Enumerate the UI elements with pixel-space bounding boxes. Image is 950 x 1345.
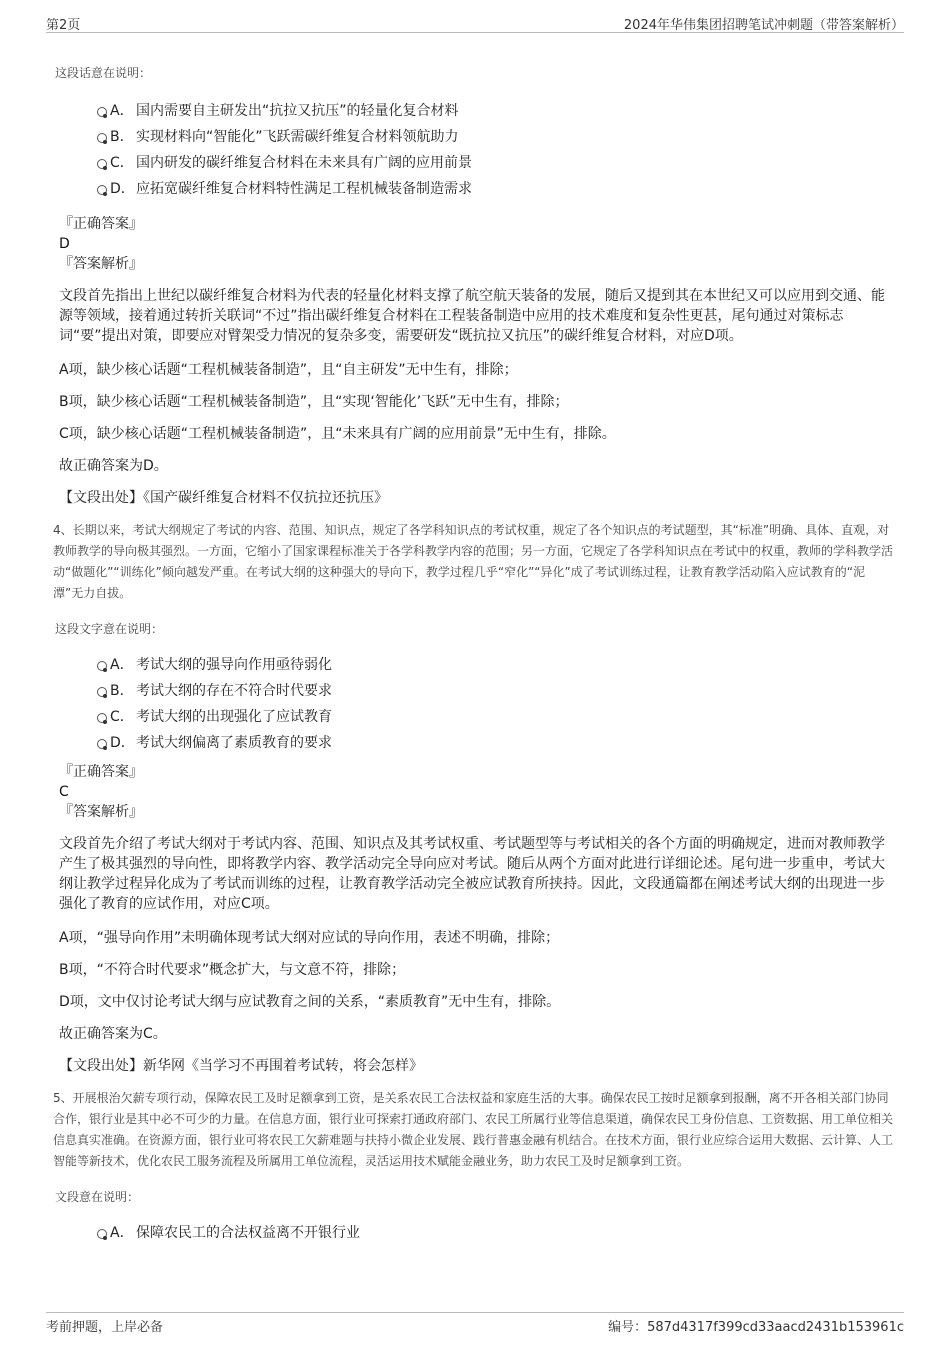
radio-knob-icon <box>103 720 107 724</box>
q4-option-b[interactable]: B． 考试大纲的存在不符合时代要求 <box>55 678 895 704</box>
radio-knob-icon <box>103 694 107 698</box>
q4-analysis: 文段首先介绍了考试大纲对于考试内容、范围、知识点及其考试权重、考试题型等与考试相关的各个方面的明确规定，进而对教师教学产生了极其强烈的导向性，即将教学内容、教学活动完全导向应对考试。随后从两个方面对此进行详细论述。尾句进一步重申，考试大纲让教学过程异化成为了考试而训练的过程，让教育教学活动完全被应试教育所挟持。因此，文段通篇都在阐述考试大纲的出现进一步强化了教育的应试作用，对应C项。 <box>59 836 885 912</box>
document-code: 编号：587d4317f399cd33aacd2431b153961c <box>608 1320 904 1335</box>
page-header <box>46 12 904 33</box>
q3-prompt: 这段话意在说明： <box>55 66 152 80</box>
q3-analysis: 文段首先指出上世纪以碳纤维复合材料为代表的轻量化材料支撑了航空航天装备的发展，随后又提到其在本世纪又可以应用到交通、能源等领域，接着通过转折关联词“不过”指出碳纤维复合材料在工程装备制造中应用的技术难度和复杂性更甚，尾句通过对策标志词“要”提出对策，即要应对臂架受力情况的复杂多变，需要研发“既抗拉又抗压”的碳纤维复合材料，对应D项。 <box>59 288 885 344</box>
q4-source: 【文段出处】新华网《当学习不再围着考试转，将会怎样》 <box>59 1058 423 1074</box>
q3-conclusion: 故正确答案为D。 <box>59 458 168 474</box>
q4-answer-label: 『正确答案』 <box>59 764 143 780</box>
q4-option-d[interactable]: D．考试大纲偏离了素质教育的要求 <box>55 730 895 756</box>
q5-prompt: 文段意在说明： <box>55 1190 140 1204</box>
q5-options <box>55 1220 895 1246</box>
q5-stem: 5、开展根治欠薪专项行动，保障农民工及时足额拿到工资，是关系农民工合法权益和家庭生活的大事。确保农民工按时足额拿到报酬，离不开各相关部门协同合作，银行业是其中必不可少的力量。在信息方面，银行业可探索打通政府部门、农民工所属行业等信息渠道，确保农民工身份信息、工资数据、用工单位相关信息真实准确。在资源方面，银行业可将农民工欠薪难题与扶持小微企业发展、践行普惠金融有机结合。在技术方面，银行业应综合运用大数据、云计算、人工智能等新技术，优化农民工服务流程及所属用工单位流程，灵活运用技术赋能金融业务，助力农民工及时足额拿到工资。 <box>53 1091 894 1168</box>
q3-answer-label: 『正确答案』 <box>59 216 143 232</box>
q3-options <box>55 98 895 202</box>
radio-knob-icon <box>103 668 107 672</box>
q4-answer: C <box>59 784 69 800</box>
radio-knob-icon <box>103 166 107 170</box>
q3-answer: D <box>59 236 70 252</box>
q4-prompt: 这段文字意在说明： <box>55 622 164 636</box>
q5-option-a[interactable]: A． 保障农民工的合法权益离不开银行业 <box>55 1220 895 1246</box>
q4-option-a[interactable]: A． 考试大纲的强导向作用亟待弱化 <box>55 652 895 678</box>
q4-note-d: D项，文中仅讨论考试大纲与应试教育之间的关系，“素质教育”无中生有，排除。 <box>59 994 561 1010</box>
radio-knob-icon <box>103 746 107 750</box>
page-number: 第2页 <box>46 18 81 33</box>
q3-source: 【文段出处】《国产碳纤维复合材料不仅抗拉还抗压》 <box>59 490 388 506</box>
q3-option-a[interactable]: A． 国内需要自主研发出“抗拉又抗压”的轻量化复合材料 <box>55 98 895 124</box>
document-body <box>55 58 895 1246</box>
q3-note-b: B项，缺少核心话题“工程机械装备制造”，且“实现‘智能化’飞跃”无中生有，排除； <box>59 394 569 410</box>
q4-analysis-label: 『答案解析』 <box>59 804 143 820</box>
footer-slogan: 考前押题，上岸必备 <box>46 1320 164 1335</box>
radio-knob-icon <box>103 1236 107 1240</box>
q3-note-c: C项，缺少核心话题“工程机械装备制造”，且“未来具有广阔的应用前景”无中生有，排除。 <box>59 426 616 442</box>
q4-options <box>55 652 895 756</box>
radio-knob-icon <box>103 140 107 144</box>
q4-note-a: A项，“强导向作用”未明确体现考试大纲对应试的导向作用，表述不明确，排除； <box>59 930 560 946</box>
page-footer <box>46 1312 904 1333</box>
q4-option-c[interactable]: C． 考试大纲的出现强化了应试教育 <box>55 704 895 730</box>
q4-conclusion: 故正确答案为C。 <box>59 1026 167 1042</box>
q4-stem: 4、长期以来，考试大纲规定了考试的内容、范围、知识点，规定了各学科知识点的考试权重，规定了各个知识点的考试题型，其“标准”明确、具体、直观，对教师教学的导向极其强烈。一方面，它缩小了国家课程标准关于各学科教学内容的范围；另一方面，它规定了各学科知识点在考试中的权重，教师的学科教学活动“做题化”“训练化”倾向越发严重。在考试大纲的这种强大的导向下，教学过程几乎“窄化”“异化”成了考试训练过程，让教育教学活动陷入应试教育的“泥潭”无力自拔。 <box>53 523 894 600</box>
q3-option-c[interactable]: C． 国内研发的碳纤维复合材料在未来具有广阔的应用前景 <box>55 150 895 176</box>
document-title: 2024年华伟集团招聘笔试冲刺题（带答案解析） <box>623 18 904 33</box>
q3-option-b[interactable]: B． 实现材料向“智能化”飞跃需碳纤维复合材料领航助力 <box>55 124 895 150</box>
q3-analysis-label: 『答案解析』 <box>59 256 143 272</box>
q3-option-d[interactable]: D．应拓宽碳纤维复合材料特性满足工程机械装备制造需求 <box>55 176 895 202</box>
q3-note-a: A项，缺少核心话题“工程机械装备制造”，且“自主研发”无中生有，排除； <box>59 362 518 378</box>
radio-knob-icon <box>103 192 107 196</box>
q4-note-b: B项，“不符合时代要求”概念扩大，与文意不符，排除； <box>59 962 406 978</box>
radio-knob-icon <box>103 114 107 118</box>
